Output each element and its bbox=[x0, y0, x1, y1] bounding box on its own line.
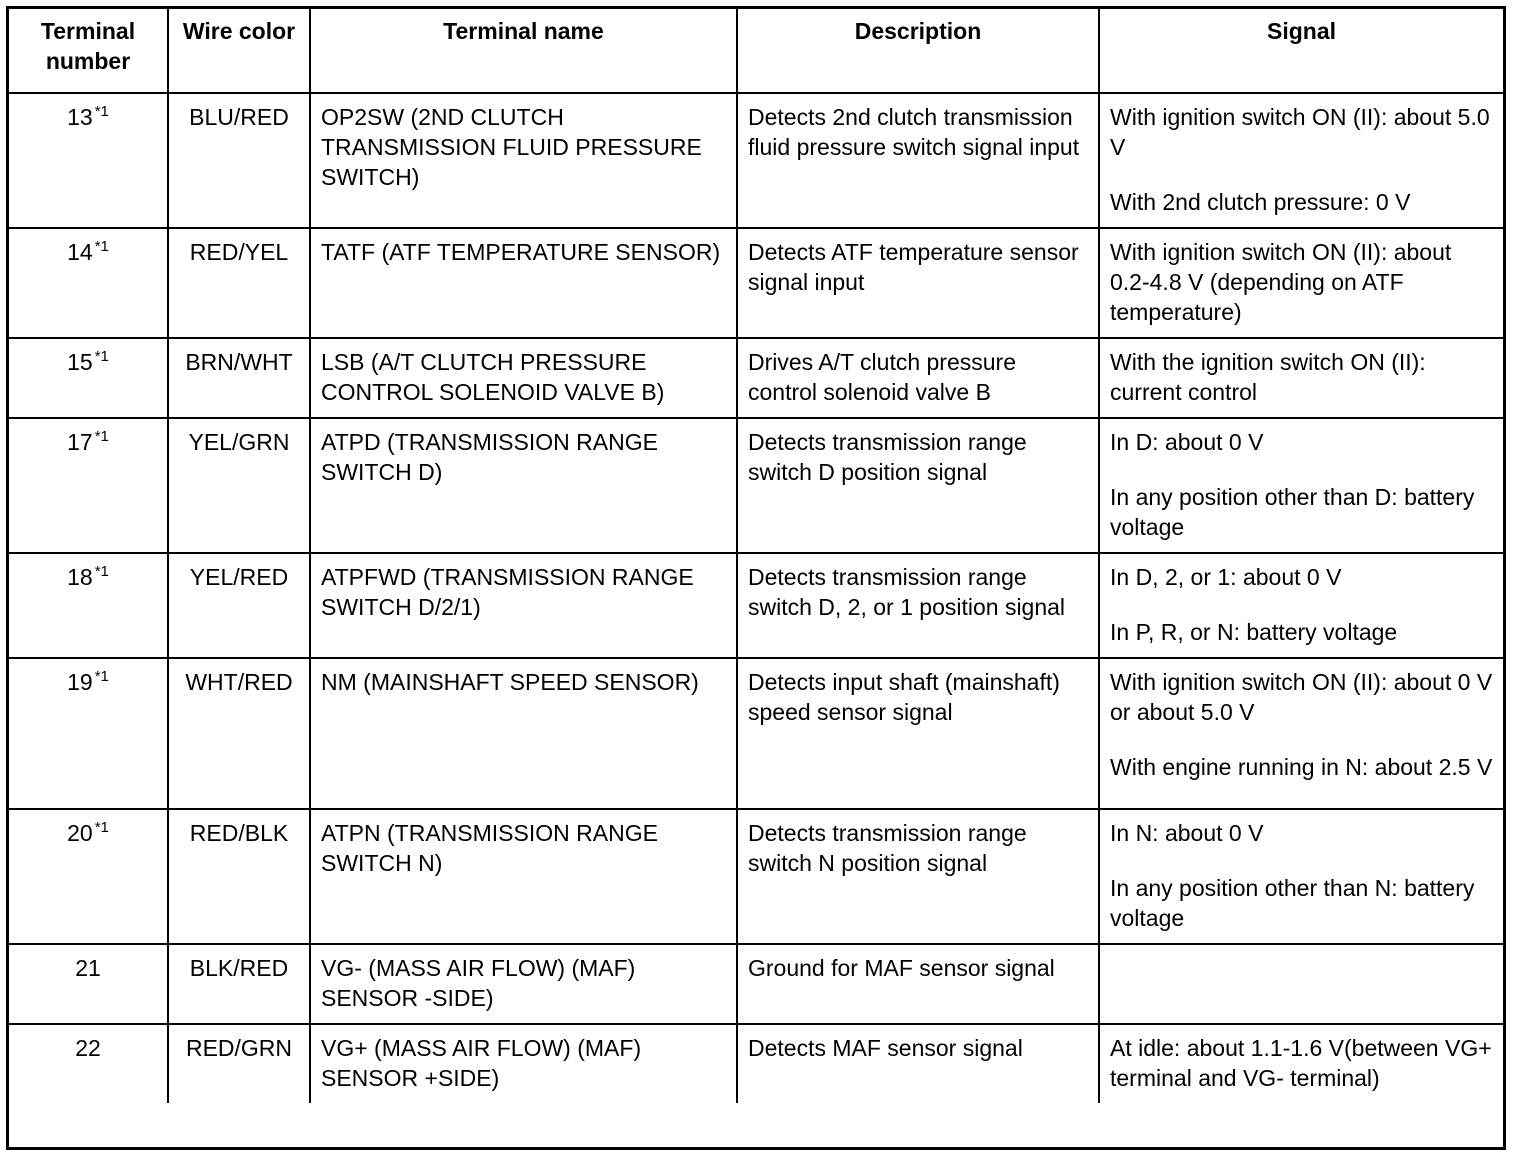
wire-color-cell: RED/GRN bbox=[168, 1024, 310, 1103]
signal-line: In P, R, or N: battery voltage bbox=[1110, 619, 1398, 645]
header-description: Description bbox=[737, 9, 1099, 93]
signal-line: With ignition switch ON (II): about 0 V or about 5.0 V bbox=[1110, 669, 1493, 725]
description-cell: Drives A/T clutch pressure control solenoid valve B bbox=[737, 338, 1099, 418]
signal-line: In D: about 0 V bbox=[1110, 429, 1264, 455]
signal-line: In any position other than D: battery voltage bbox=[1110, 484, 1475, 540]
table-row bbox=[9, 658, 1503, 809]
terminal-name-cell: NM (MAINSHAFT SPEED SENSOR) bbox=[310, 658, 737, 809]
description-cell: Detects input shaft (mainshaft) speed sensor signal bbox=[737, 658, 1099, 809]
terminal-name-cell: ATPFWD (TRANSMISSION RANGE SWITCH D/2/1) bbox=[310, 553, 737, 658]
signal-cell bbox=[1099, 93, 1503, 228]
terminal-number-cell bbox=[9, 93, 168, 228]
terminal-number: 15 bbox=[67, 349, 93, 375]
signal-line: In any position other than N: battery voltage bbox=[1110, 875, 1475, 931]
description-cell: Detects transmission range switch N position signal bbox=[737, 809, 1099, 944]
terminal-number: 13 bbox=[67, 104, 93, 130]
table-row bbox=[9, 338, 1503, 418]
terminal-number-cell bbox=[9, 809, 168, 944]
description-cell: Detects 2nd clutch transmission fluid pressure switch signal input bbox=[737, 93, 1099, 228]
wire-color-cell: WHT/RED bbox=[168, 658, 310, 809]
table-row bbox=[9, 93, 1503, 228]
terminal-table-sheet bbox=[6, 6, 1506, 1150]
header-signal: Signal bbox=[1099, 9, 1503, 93]
terminal-number-cell bbox=[9, 1024, 168, 1103]
signal-line: With 2nd clutch pressure: 0 V bbox=[1110, 189, 1411, 215]
terminal-number-cell bbox=[9, 418, 168, 553]
terminal-number: 17 bbox=[67, 429, 93, 455]
table-row bbox=[9, 418, 1503, 553]
terminal-number: 22 bbox=[75, 1035, 101, 1061]
terminal-name-cell: VG- (MASS AIR FLOW) (MAF) SENSOR -SIDE) bbox=[310, 944, 737, 1024]
table-row bbox=[9, 553, 1503, 658]
footnote-mark: *1 bbox=[94, 819, 109, 836]
signal-cell bbox=[1099, 809, 1503, 944]
signal-line: With ignition switch ON (II): about 0.2-4.8 V (depending on ATF temperature) bbox=[1110, 239, 1452, 325]
signal-line: With engine running in N: about 2.5 V bbox=[1110, 754, 1493, 780]
signal-cell bbox=[1099, 658, 1503, 809]
terminal-number: 19 bbox=[67, 669, 93, 695]
wire-color-cell: BRN/WHT bbox=[168, 338, 310, 418]
terminal-number-cell bbox=[9, 944, 168, 1024]
footnote-mark: *1 bbox=[94, 428, 109, 445]
footnote-mark: *1 bbox=[94, 348, 109, 365]
signal-line: With the ignition switch ON (II): current control bbox=[1110, 349, 1426, 405]
wire-color-cell: YEL/RED bbox=[168, 553, 310, 658]
wire-color-cell: RED/YEL bbox=[168, 228, 310, 338]
table-row bbox=[9, 228, 1503, 338]
signal-line: In N: about 0 V bbox=[1110, 820, 1264, 846]
terminal-name-cell: VG+ (MASS AIR FLOW) (MAF) SENSOR +SIDE) bbox=[310, 1024, 737, 1103]
signal-line: With ignition switch ON (II): about 5.0 V bbox=[1110, 104, 1490, 160]
description-cell: Detects ATF temperature sensor signal input bbox=[737, 228, 1099, 338]
signal-cell bbox=[1099, 418, 1503, 553]
terminal-number: 14 bbox=[67, 239, 93, 265]
description-cell: Detects transmission range switch D, 2, or 1 position signal bbox=[737, 553, 1099, 658]
terminal-number: 21 bbox=[75, 955, 101, 981]
signal-cell bbox=[1099, 944, 1503, 1024]
footnote-mark: *1 bbox=[94, 103, 109, 120]
terminal-number-cell bbox=[9, 658, 168, 809]
terminal-number: 18 bbox=[67, 564, 93, 590]
signal-cell bbox=[1099, 228, 1503, 338]
terminal-name-cell: ATPN (TRANSMISSION RANGE SWITCH N) bbox=[310, 809, 737, 944]
signal-cell bbox=[1099, 1024, 1503, 1103]
description-cell: Detects MAF sensor signal bbox=[737, 1024, 1099, 1103]
header-terminal-number: Terminal number bbox=[9, 9, 168, 93]
signal-cell bbox=[1099, 553, 1503, 658]
header-terminal-name: Terminal name bbox=[310, 9, 737, 93]
wire-color-cell: BLU/RED bbox=[168, 93, 310, 228]
terminal-number-cell bbox=[9, 228, 168, 338]
signal-cell bbox=[1099, 338, 1503, 418]
table-row bbox=[9, 809, 1503, 944]
footnote-mark: *1 bbox=[94, 563, 109, 580]
table-row bbox=[9, 1024, 1503, 1103]
footnote-mark: *1 bbox=[94, 238, 109, 255]
table-row bbox=[9, 944, 1503, 1024]
terminal-number: 20 bbox=[67, 820, 93, 846]
wire-color-cell: YEL/GRN bbox=[168, 418, 310, 553]
wire-color-cell: RED/BLK bbox=[168, 809, 310, 944]
terminal-name-cell: OP2SW (2ND CLUTCH TRANSMISSION FLUID PRESSURE SWITCH) bbox=[310, 93, 737, 228]
signal-line: In D, 2, or 1: about 0 V bbox=[1110, 564, 1342, 590]
terminal-name-cell: LSB (A/T CLUTCH PRESSURE CONTROL SOLENOID VALVE B) bbox=[310, 338, 737, 418]
terminal-number-cell bbox=[9, 338, 168, 418]
signal-line: At idle: about 1.1-1.6 V(between VG+ terminal and VG- terminal) bbox=[1110, 1035, 1492, 1091]
terminal-table bbox=[9, 9, 1503, 1103]
description-cell: Ground for MAF sensor signal bbox=[737, 944, 1099, 1024]
footnote-mark: *1 bbox=[94, 668, 109, 685]
terminal-name-cell: TATF (ATF TEMPERATURE SENSOR) bbox=[310, 228, 737, 338]
terminal-number-cell bbox=[9, 553, 168, 658]
header-wire-color: Wire color bbox=[168, 9, 310, 93]
terminal-name-cell: ATPD (TRANSMISSION RANGE SWITCH D) bbox=[310, 418, 737, 553]
table-header-row bbox=[9, 9, 1503, 93]
description-cell: Detects transmission range switch D position signal bbox=[737, 418, 1099, 553]
wire-color-cell: BLK/RED bbox=[168, 944, 310, 1024]
